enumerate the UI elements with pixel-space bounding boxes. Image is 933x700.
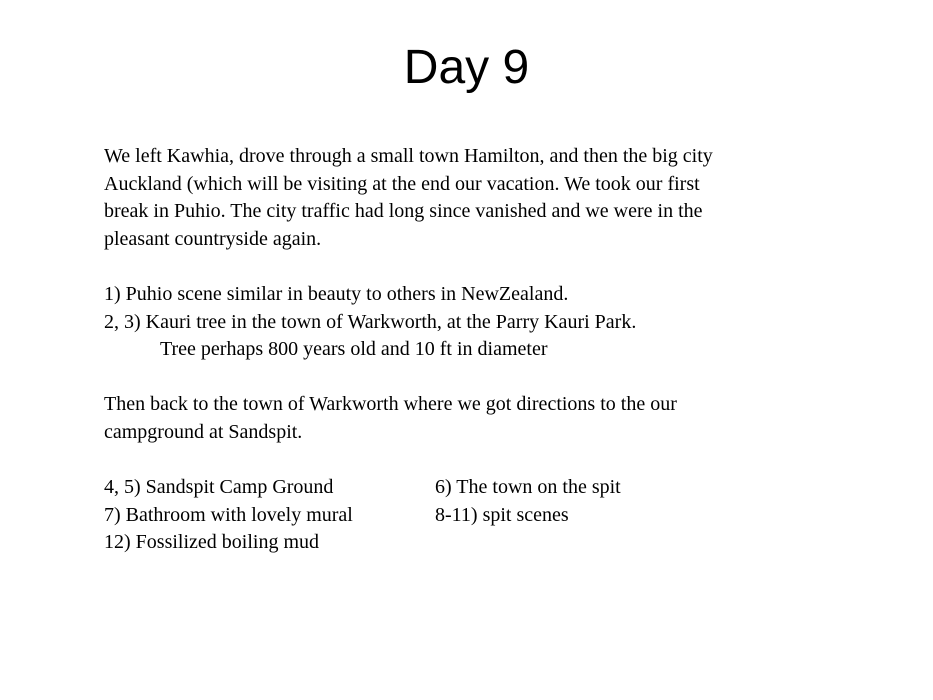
photo-caption: 2, 3) Kauri tree in the town of Warkworth, at the Parry Kauri Park. <box>104 310 637 333</box>
page-title: Day 9 <box>403 41 530 94</box>
intro-paragraph <box>104 143 864 253</box>
photo-caption: 4, 5) Sandspit Camp Ground <box>104 476 334 498</box>
photo-caption: 1) Puhio scene similar in beauty to others in NewZealand. <box>104 283 569 305</box>
middle-line: Then back to the town of Warkworth where we got directions to the our <box>104 393 677 415</box>
photo-list-2 <box>104 474 804 557</box>
photo-caption: 8-11) spit scenes <box>435 503 569 526</box>
photo-caption-detail: Tree perhaps 800 years old and 10 ft in diameter <box>160 338 548 361</box>
photo-list-row <box>104 474 804 502</box>
photo-list-1 <box>104 281 864 364</box>
intro-line: Auckland (which will be visiting at the end our vacation. We took our first <box>104 172 700 195</box>
middle-paragraph <box>104 391 864 446</box>
intro-line: We left Kawhia, drove through a small town Hamilton, and then the big city <box>104 145 713 167</box>
intro-line: pleasant countryside again. <box>104 227 322 250</box>
photo-list-row <box>104 502 804 530</box>
photo-caption: 7) Bathroom with lovely mural <box>104 503 353 526</box>
photo-caption: 12) Fossilized boiling mud <box>104 531 319 554</box>
photo-list-row <box>104 529 804 557</box>
photo-caption: 6) The town on the spit <box>435 476 621 498</box>
intro-line: break in Puhio. The city traffic had long since vanished and we were in the <box>104 200 703 223</box>
middle-line: campground at Sandspit. <box>104 420 303 443</box>
